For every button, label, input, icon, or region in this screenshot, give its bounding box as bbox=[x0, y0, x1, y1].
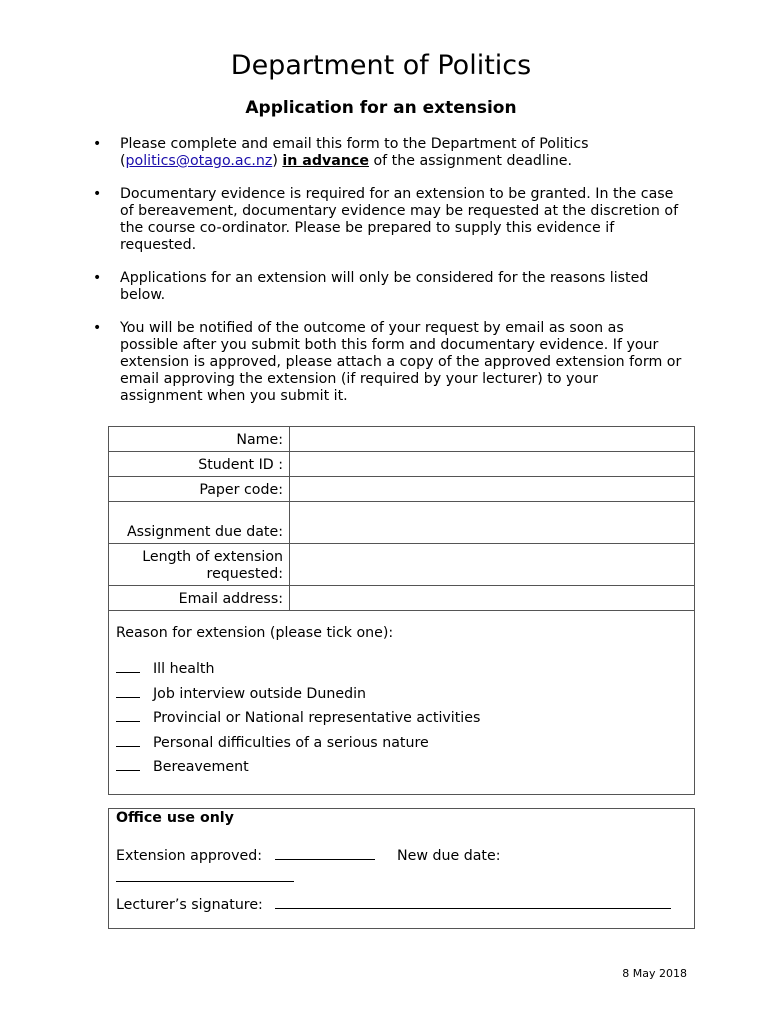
reason-title: Reason for extension (please tick one): bbox=[116, 625, 394, 641]
reason-option-representative[interactable]: Provincial or National representative activities bbox=[116, 706, 687, 731]
reason-section bbox=[109, 611, 695, 795]
bullet-icon: • bbox=[93, 186, 102, 202]
instruction-item: • You will be notified of the outcome of your request by email as soon as possible after you submit both this form and documentary evidence. If your extension is approved, please attach a copy of the approved extension form or email approving the extension (if required by your lecturer) to your assignment when you submit it. bbox=[93, 320, 682, 404]
lecturer-signature-label: Lecturer’s signature: bbox=[116, 897, 263, 913]
extension-length-field[interactable] bbox=[290, 544, 695, 586]
email-address-label: Email address: bbox=[109, 586, 290, 611]
extension-approved-row bbox=[116, 845, 500, 864]
page-title: Department of Politics bbox=[230, 50, 532, 81]
reason-option-job-interview[interactable]: Job interview outside Dunedin bbox=[116, 682, 687, 707]
new-due-date-label: New due date: bbox=[397, 848, 501, 864]
tick-blank[interactable] bbox=[116, 660, 140, 673]
student-id-field[interactable] bbox=[290, 452, 695, 477]
bullet-icon: • bbox=[93, 320, 102, 336]
instruction-item: • Documentary evidence is required for an extension to be granted. In the case of bereavement, documentary evidence may be requested at the discretion of the course co-ordinator. Please be prepared to supply this evidence if requested. bbox=[93, 186, 679, 253]
extension-approved-line[interactable] bbox=[275, 845, 375, 860]
office-use-title: Office use only bbox=[116, 810, 234, 826]
extension-approved-label: Extension approved: bbox=[116, 848, 262, 864]
bullet-icon: • bbox=[93, 270, 102, 286]
assignment-due-date-field[interactable] bbox=[290, 502, 695, 544]
extension-length-label: Length of extension requested: bbox=[109, 544, 290, 586]
reason-option-bereavement[interactable]: Bereavement bbox=[116, 755, 687, 780]
tick-blank[interactable] bbox=[116, 734, 140, 747]
instructions-list bbox=[93, 136, 683, 421]
name-label: Name: bbox=[109, 427, 290, 452]
application-form-table bbox=[108, 426, 695, 795]
student-id-label: Student ID : bbox=[109, 452, 290, 477]
instruction-item: • Please complete and email this form to the Department of Politics (politics@otago.ac.nz) in advance of the assignment deadline. bbox=[93, 136, 589, 169]
assignment-due-date-label: Assignment due date: bbox=[109, 502, 290, 544]
email-address-field[interactable] bbox=[290, 586, 695, 611]
new-due-date-line[interactable] bbox=[116, 867, 294, 882]
office-use-box bbox=[108, 808, 695, 929]
tick-blank[interactable] bbox=[116, 685, 140, 698]
lecturer-signature-line[interactable] bbox=[275, 894, 671, 909]
tick-blank[interactable] bbox=[116, 709, 140, 722]
signature-row bbox=[116, 894, 671, 913]
in-advance-emphasis: in advance bbox=[282, 153, 369, 169]
tick-blank[interactable] bbox=[116, 758, 140, 771]
paper-code-label: Paper code: bbox=[109, 477, 290, 502]
paper-code-field[interactable] bbox=[290, 477, 695, 502]
reason-option-ill-health[interactable]: Ill health bbox=[116, 657, 687, 682]
new-due-date-line-row bbox=[116, 867, 294, 886]
instruction-item: • Applications for an extension will only be considered for the reasons listed below. bbox=[93, 270, 649, 303]
reason-option-personal[interactable]: Personal difficulties of a serious nature bbox=[116, 731, 687, 756]
footer-date: 8 May 2018 bbox=[622, 967, 687, 980]
name-field[interactable] bbox=[290, 427, 695, 452]
email-link[interactable]: politics@otago.ac.nz bbox=[125, 153, 273, 169]
bullet-icon: • bbox=[93, 136, 102, 152]
page-subtitle: Application for an extension bbox=[245, 98, 517, 118]
